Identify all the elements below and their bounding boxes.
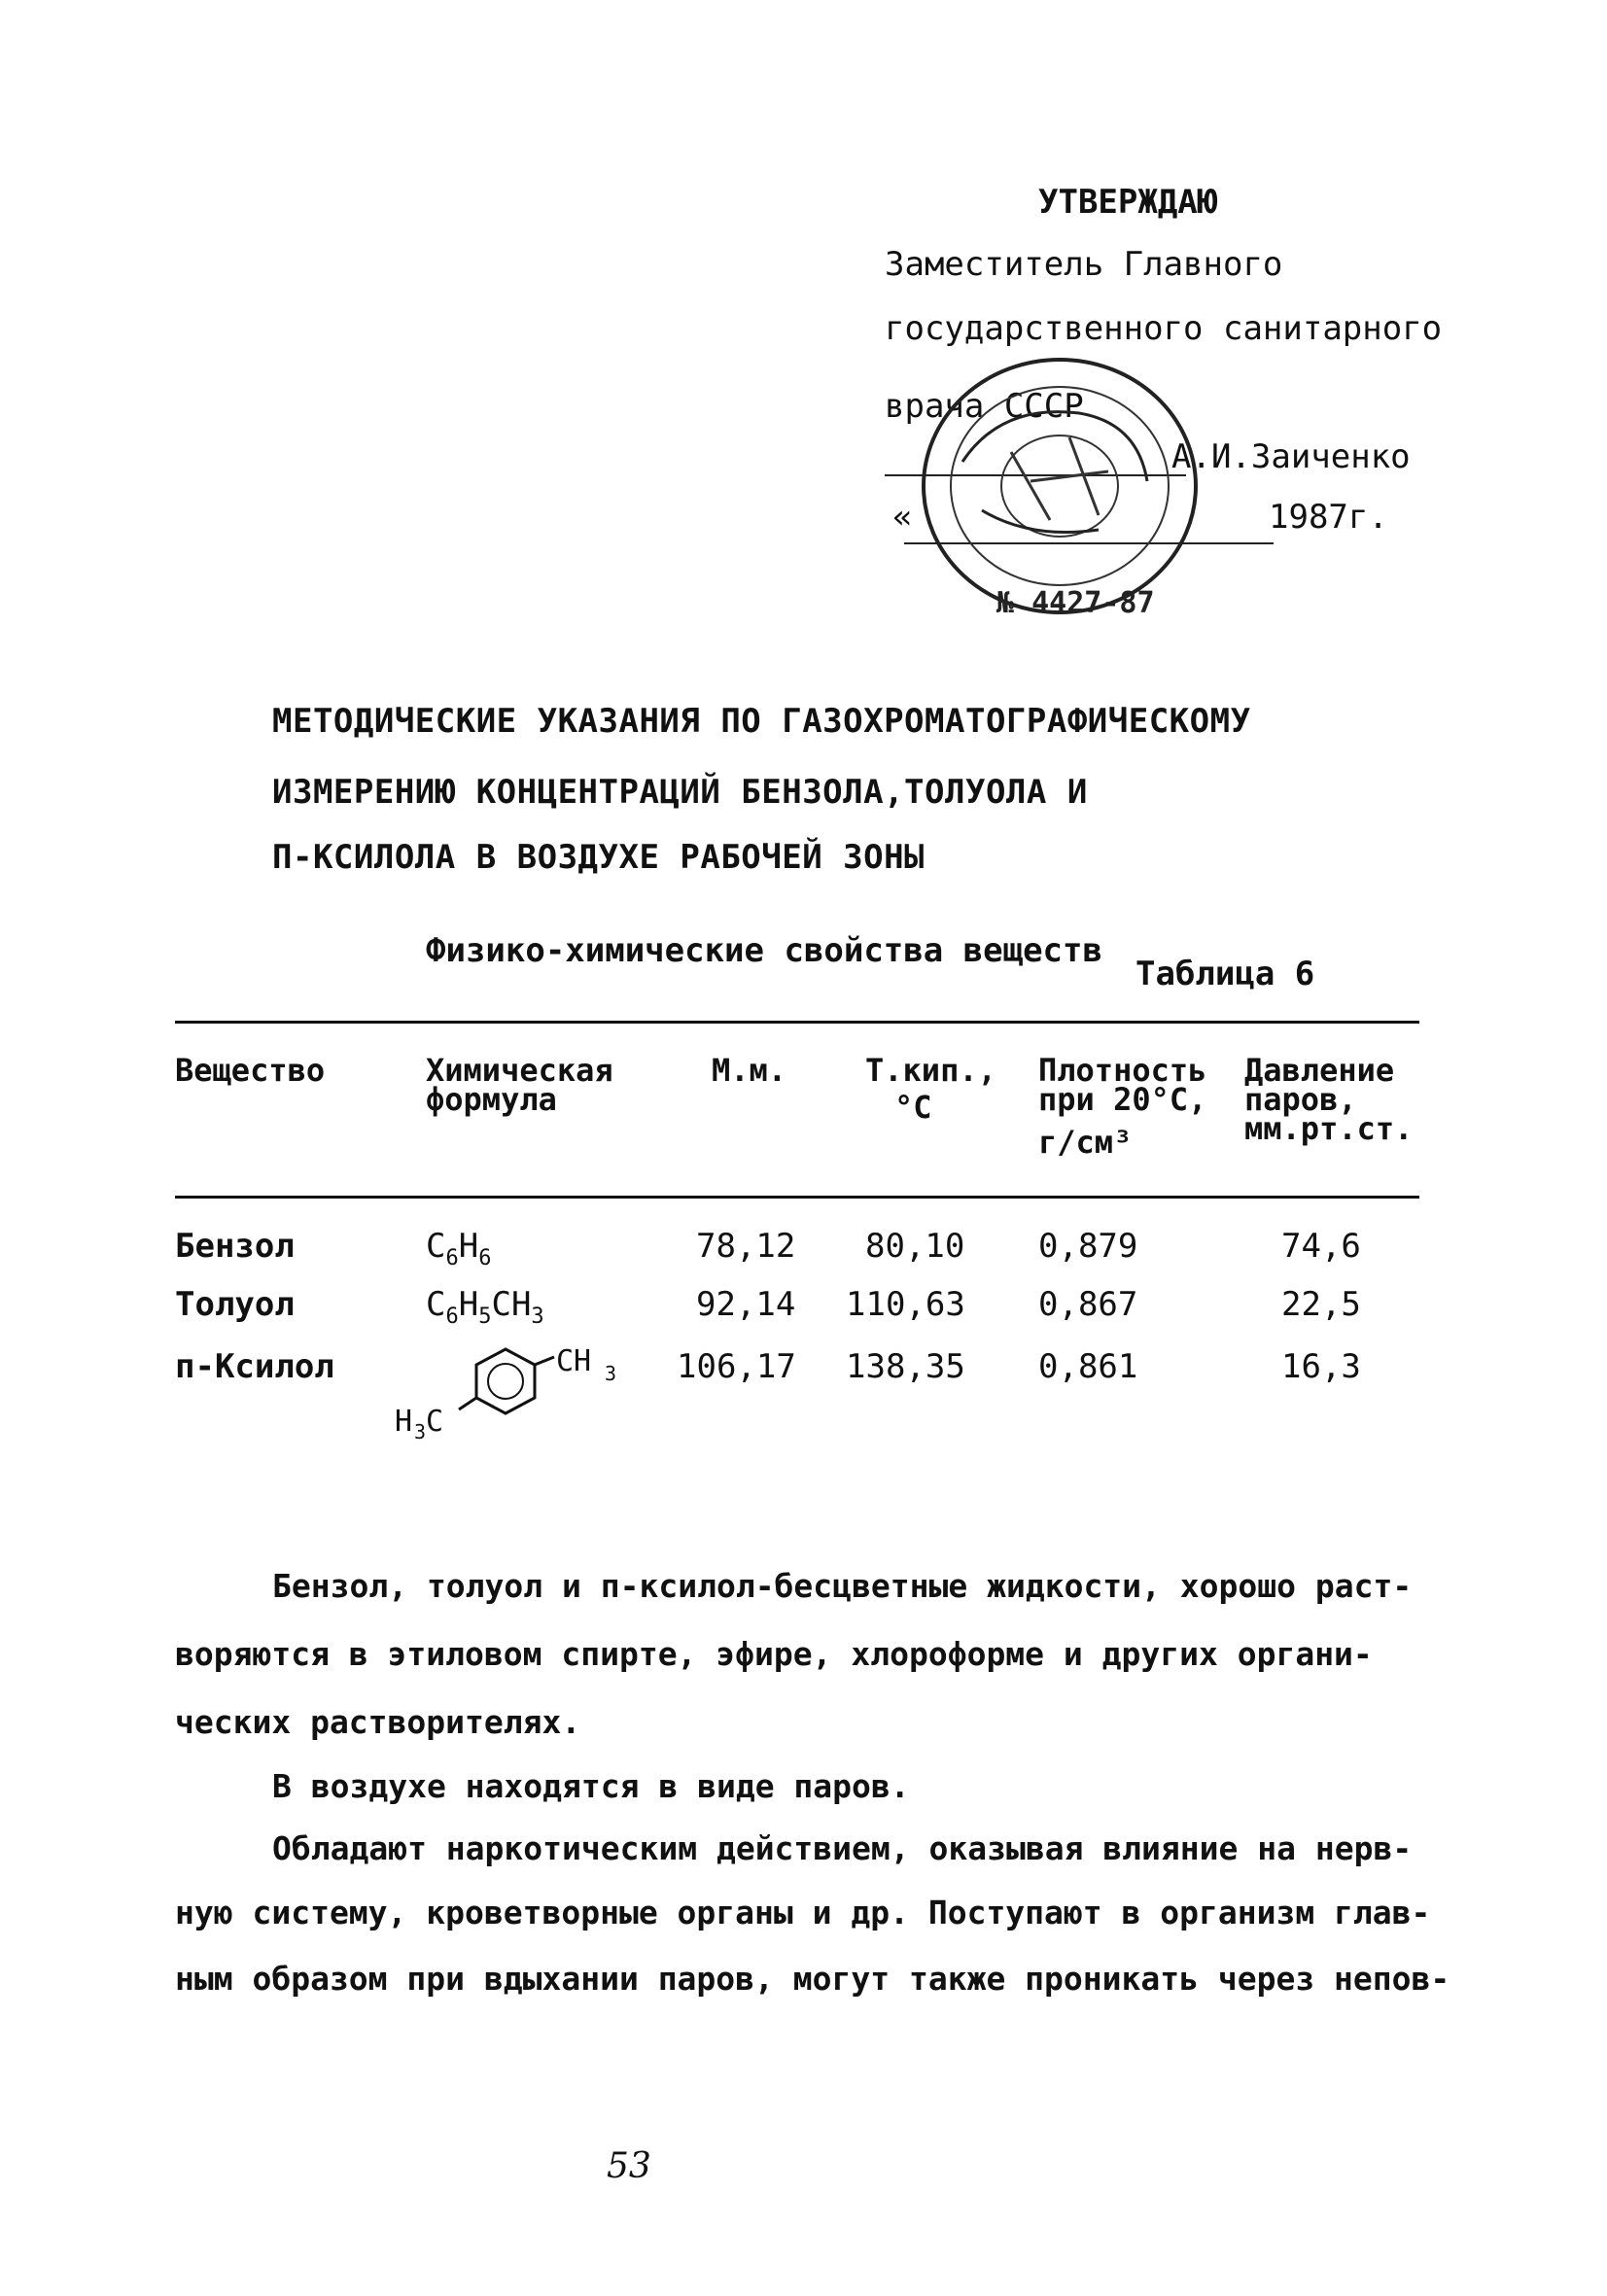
approval-line-2: государственного санитарного [885,309,1443,348]
page-number: 53 [607,2146,651,2186]
row-2-tkip: 110,63 [846,1285,965,1324]
row-2-formula: $C_6H_5CH_3$ [426,1285,544,1329]
row-1-tkip: 80,10 [865,1227,965,1266]
header-pressure-3: мм.рт.ст. [1244,1110,1414,1147]
approval-heading: УТВЕРЖДАЮ [1038,183,1218,222]
row-1-pressure: 74,6 [1281,1227,1361,1266]
table-header-rule [175,1196,1419,1199]
svg-text:3: 3 [414,1420,427,1444]
row-3-pressure: 16,3 [1281,1347,1361,1386]
body-line-2: воряются в этиловом спирте, эфире, хлороформе и других органи- [175,1635,1373,1673]
header-mm: М.м. [712,1052,787,1089]
header-substance: Вещество [175,1052,326,1089]
approval-signatory: А.И.Заиченко [1171,437,1411,476]
header-pressure-1: Давление [1244,1052,1395,1089]
header-pressure-2: паров, [1244,1081,1357,1118]
title-line-3: П-КСИЛОЛА В ВОЗДУХЕ РАБОЧЕЙ ЗОНЫ [272,838,926,877]
stamp-number: № 4427-87 [996,586,1155,620]
svg-text:C: C [426,1405,444,1439]
body-line-7: ным образом при вдыхании паров, могут также проникать через непов- [175,1960,1450,1998]
official-seal-stamp [904,345,1215,627]
body-line-6: ную систему, кроветворные органы и др. Поступают в организм глав- [175,1894,1431,1931]
row-1-substance: Бензол [175,1227,295,1266]
header-formula-2: формула [426,1081,557,1118]
svg-text:H: H [395,1405,413,1439]
row-1-formula: $C_6H_6$ [426,1227,492,1270]
header-tkip-2: °С [894,1089,932,1126]
table-top-rule [175,1021,1419,1024]
svg-text:CH: CH [556,1344,592,1378]
approval-line-1: Заместитель Главного [885,245,1283,284]
row-3-substance: п-Ксилол [175,1347,334,1386]
row-2-density: 0,867 [1038,1285,1138,1324]
row-1-mm: 78,12 [696,1227,796,1266]
row-2-mm: 92,14 [696,1285,796,1324]
body-line-3: ческих растворителях. [175,1703,581,1741]
row-1-density: 0,879 [1038,1227,1138,1266]
date-quote: « [892,498,913,537]
approval-date-year: 1987г. [1269,498,1388,537]
body-line-4: В воздухе находятся в виде паров. [272,1767,910,1805]
header-tkip-1: Т.кип., [865,1052,996,1089]
p-xylene-structure-formula [389,1341,622,1448]
table-caption: Физико-химические свойства веществ [426,931,1102,970]
header-formula-1: Химическая [426,1052,613,1089]
header-density-1: Плотность [1038,1052,1207,1089]
body-line-1: Бензол, толуол и п-ксилол-бесцветные жидкости, хорошо раст- [272,1567,1413,1605]
title-line-2: ИЗМЕРЕНИЮ КОНЦЕНТРАЦИЙ БЕНЗОЛА,ТОЛУОЛА И [272,773,1088,812]
row-3-density: 0,861 [1038,1347,1138,1386]
table-label: Таблица 6 [1135,955,1315,993]
svg-text:3: 3 [605,1362,617,1385]
body-line-5: Обладают наркотическим действием, оказывая влияние на нерв- [272,1829,1413,1867]
title-line-1: МЕТОДИЧЕСКИЕ УКАЗАНИЯ ПО ГАЗОХРОМАТОГРАФИЧЕСКОМУ [272,702,1251,741]
approval-line-3: врача СССР [885,387,1084,426]
row-3-tkip: 138,35 [846,1347,965,1386]
row-2-pressure: 22,5 [1281,1285,1361,1324]
row-3-mm: 106,17 [677,1347,796,1386]
header-density-2: при 20°С, [1038,1081,1207,1118]
header-density-3: г/см³ [1038,1124,1133,1161]
row-2-substance: Толуол [175,1285,295,1324]
